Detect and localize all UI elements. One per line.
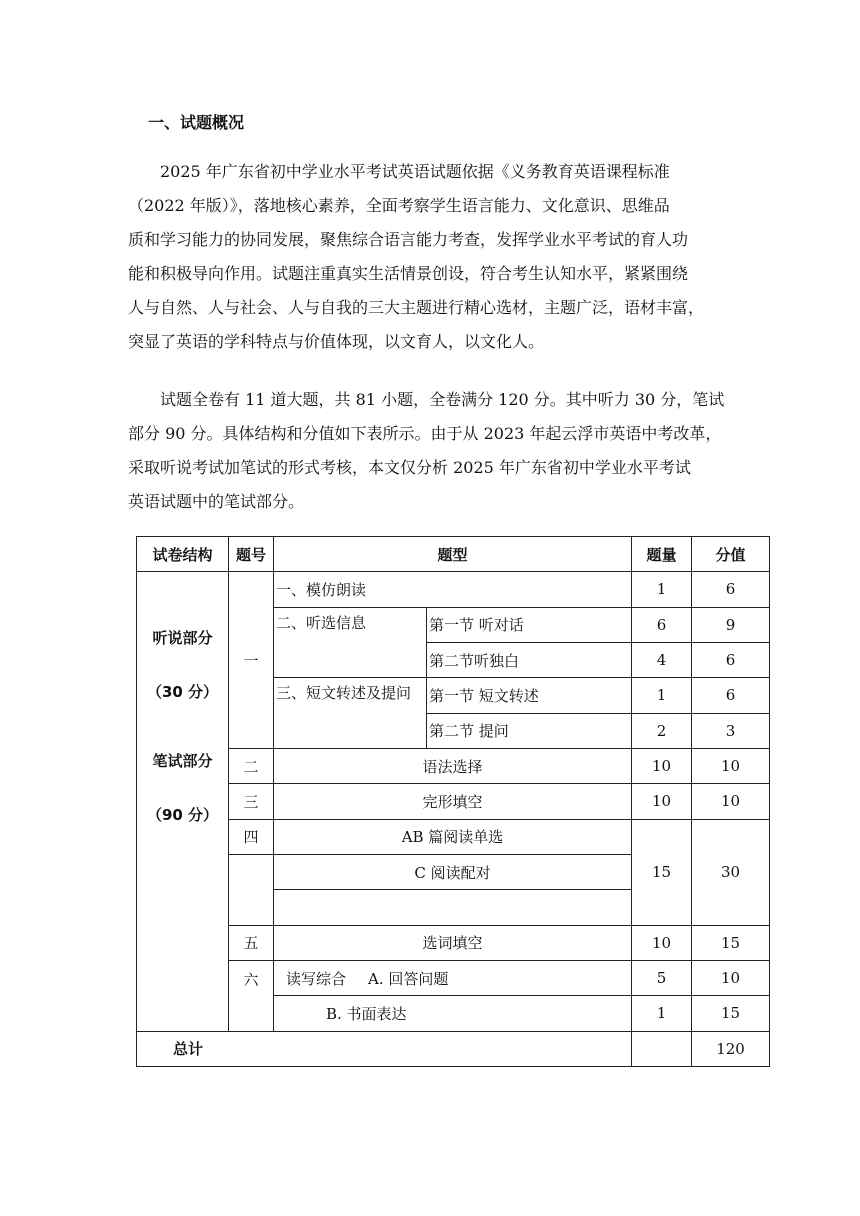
paragraph-line: 英语试题中的笔试部分。	[128, 492, 305, 511]
question-type: 一、模仿朗读	[274, 572, 632, 607]
question-number: 四	[229, 819, 274, 854]
question-type: AB 篇阅读单选	[274, 819, 632, 854]
paragraph-line: 人与自然、人与社会、人与自我的三大主题进行精心选材，主题广泛，语材丰富，	[128, 298, 705, 317]
question-count: 15	[632, 819, 692, 925]
question-score: 10	[692, 748, 770, 783]
paragraph-line: 2025 年广东省初中学业水平考试英语试题依据《义务教育英语课程标准	[160, 162, 670, 181]
question-subtype: 第二节 提问	[427, 713, 632, 748]
question-count: 2	[632, 713, 692, 748]
question-score: 30	[692, 819, 770, 925]
question-subtype: 第一节 短文转述	[427, 678, 632, 713]
paragraph-line: （2022 年版）》，落地核心素养，全面考察学生语言能力、文化意识、思维品	[128, 196, 670, 215]
question-score: 6	[692, 678, 770, 713]
question-count: 1	[632, 572, 692, 607]
question-type: 选词填空	[274, 925, 632, 960]
question-type: C 阅读配对	[274, 854, 632, 889]
section-heading: 一、试题概况	[148, 113, 245, 132]
part-score-label: （90 分）	[146, 806, 219, 825]
question-number: 五	[229, 925, 274, 960]
paragraph-line: 突显了英语的学科特点与价值体现，以文育人，以文化人。	[128, 332, 545, 351]
question-subtype: 第二节听独白	[427, 642, 632, 677]
question-count: 1	[632, 678, 692, 713]
paragraph-line: 部分 90 分。具体结构和分值如下表所示。由于从 2023 年起云浮市英语中考改革，	[128, 424, 722, 443]
table-total-row	[137, 1031, 770, 1066]
question-score: 15	[692, 925, 770, 960]
question-subtype: 第一节 听对话	[427, 607, 632, 642]
question-score: 10	[692, 960, 770, 995]
header-number: 题号	[229, 537, 274, 572]
question-score: 10	[692, 784, 770, 819]
table-row	[137, 572, 770, 607]
question-number	[229, 854, 274, 925]
part-score-label: （30 分）	[146, 683, 219, 702]
header-structure: 试卷结构	[137, 537, 229, 572]
table-row	[137, 960, 770, 995]
question-score: 15	[692, 996, 770, 1031]
question-score: 9	[692, 607, 770, 642]
question-number: 二	[229, 748, 274, 783]
question-score: 6	[692, 642, 770, 677]
question-count: 10	[632, 925, 692, 960]
header-type: 题型	[274, 537, 632, 572]
question-type-sub: A. 回答问题	[368, 969, 449, 988]
question-type: 完形填空	[274, 784, 632, 819]
paragraph-line: 能和积极导向作用。试题注重真实生活情景创设，符合考生认知水平，紧紧围绕	[128, 264, 689, 283]
paragraph-line: 采取听说考试加笔试的形式考核，本文仅分析 2025 年广东省初中学业水平考试	[128, 458, 691, 477]
question-type: 三、短文转述及提问	[274, 678, 427, 749]
question-type-main: 读写综合	[286, 969, 347, 988]
header-count: 题量	[632, 537, 692, 572]
empty-cell	[274, 890, 632, 925]
question-count: 6	[632, 607, 692, 642]
table-row	[137, 819, 770, 854]
total-label: 总计	[137, 1031, 632, 1066]
table-header-row	[137, 537, 770, 572]
structure-paragraph	[128, 383, 732, 519]
question-count: 1	[632, 996, 692, 1031]
paper-structure-cell	[137, 572, 229, 1031]
question-count: 10	[632, 748, 692, 783]
question-count: 4	[632, 642, 692, 677]
question-count: 5	[632, 960, 692, 995]
question-count: 10	[632, 784, 692, 819]
question-score: 3	[692, 713, 770, 748]
table-row	[137, 925, 770, 960]
exam-structure-table	[136, 536, 770, 1067]
question-type	[274, 996, 632, 1031]
question-number: 三	[229, 784, 274, 819]
part-label: 笔试部分	[152, 752, 213, 771]
question-type	[274, 960, 632, 995]
question-type-sub: B. 书面表达	[326, 1004, 407, 1023]
intro-paragraph	[128, 155, 732, 359]
table-row	[137, 784, 770, 819]
total-score: 120	[692, 1031, 770, 1066]
paragraph-line: 质和学习能力的协同发展，聚焦综合语言能力考查，发挥学业水平考试的育人功	[128, 230, 689, 249]
question-number: 六	[229, 960, 274, 1031]
table-row	[137, 748, 770, 783]
header-score: 分值	[692, 537, 770, 572]
paragraph-line: 试题全卷有 11 道大题，共 81 小题，全卷满分 120 分。其中听力 30 分，笔试	[160, 390, 725, 409]
part-label: 听说部分	[152, 629, 213, 648]
total-count	[632, 1031, 692, 1066]
question-score: 6	[692, 572, 770, 607]
question-type: 语法选择	[274, 748, 632, 783]
question-number: 一	[229, 572, 274, 749]
question-type: 二、听选信息	[274, 607, 427, 678]
